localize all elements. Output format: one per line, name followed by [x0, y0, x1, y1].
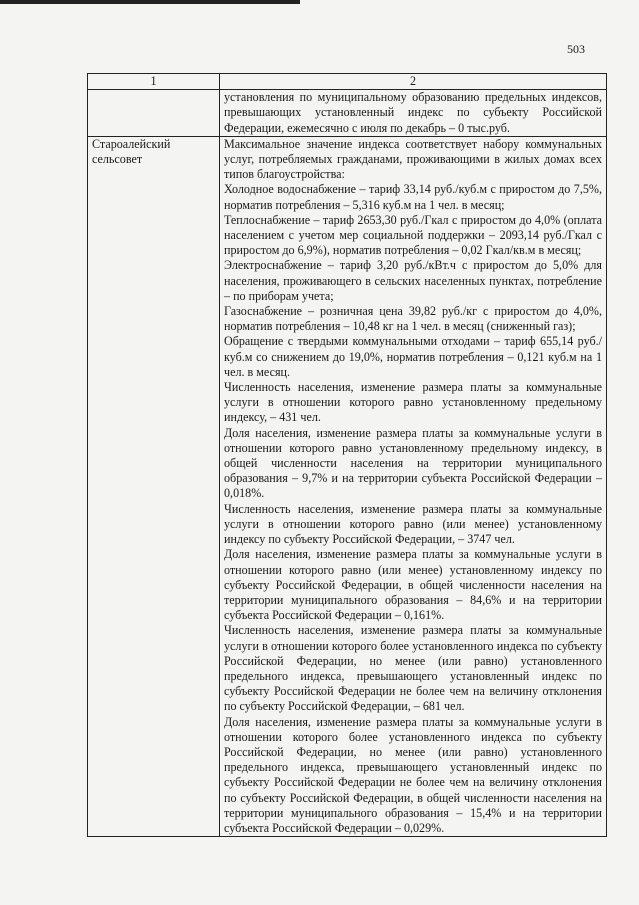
- table-header-row: [88, 74, 607, 90]
- paragraph-share-less: Доля населения, изменение размера платы за коммунальные услуги в отношении которого равно (или менее) установленному индексу по субъекту Российской Федерации, в общей численности населения на территории муниципального образования – 84,6% и на территории субъекта Российской Федерации – 0,161%.: [224, 547, 602, 623]
- paragraph-population-more: Численность населения, изменение размера платы за коммунальные услуги в отношении которого более установленного индекса по субъекту Российской Федерации, но менее (или равно) установленного предельного индекса, превышающего установленный индекс по субъекту Российской Федерации не более чем на величину отклонения по субъекту Российской Федерации, – 681 чел.: [224, 623, 602, 714]
- paragraph-population-equal: Численность населения, изменение размера платы за коммунальные услуги в отношении которого равно установленному предельному индексу, – 431 чел.: [224, 380, 602, 425]
- page-number: 503: [567, 42, 585, 56]
- paragraph-cold-water: Холодное водоснабжение – тариф 33,14 руб./куб.м с приростом до 7,5%, норматив потребления – 5,316 куб.м на 1 чел. в месяц;: [224, 182, 602, 212]
- row-content: [220, 90, 607, 137]
- row-label-municipality: Староалейский сельсовет: [88, 136, 220, 836]
- paragraph-share-equal: Доля населения, изменение размера платы за коммунальные услуги в отношении которого равно установленному предельному индексу, в общей численности населения на территории муниципального образования – 9,7% и на территории субъекта Российской Федерации – 0,018%.: [224, 425, 602, 501]
- paragraph-gas: Газоснабжение – розничная цена 39,82 руб./кг с приростом до 4,0%, норматив потребления – 10,48 кг на 1 чел. в месяц (сниженный газ);: [224, 304, 602, 334]
- table-row: [88, 136, 607, 836]
- paragraph-heating: Теплоснабжение – тариф 2653,30 руб./Гкал с приростом до 4,0% (оплата населением с учетом мер социальной поддержки – 2093,14 руб./Гкал с приростом до 6,9%), норматив потребления – 0,02 Гкал/кв.м в месяц;: [224, 212, 602, 258]
- paragraph-waste: Обращение с твердыми коммунальными отходами – тариф 655,14 руб./куб.м со снижением до 19,0%, норматив потребления – 0,121 куб.м на 1 чел. в месяц.: [224, 334, 602, 379]
- document-table: [87, 73, 607, 837]
- paragraph: установления по муниципальному образованию предельных индексов, превышающих установленный индекс по субъекту Российской Федерации, ежемесячно с июля по декабрь – 0 тыс.руб.: [224, 90, 602, 135]
- row-label: [88, 90, 220, 137]
- column-header-1: 1: [88, 74, 220, 90]
- paragraph-electricity: Электроснабжение – тариф 3,20 руб./кВт.ч с приростом до 5,0% для населения, проживающего в сельских населенных пунктах, потребление – по приборам учета;: [224, 258, 602, 303]
- paragraph-intro: Максимальное значение индекса соответствует набору коммунальных услуг, потребляемых гражданами, проживающими в жилых домах всех типов благоустройства:: [224, 136, 602, 182]
- scan-edge-rule: [0, 0, 300, 4]
- row-content: [220, 136, 607, 836]
- paragraph-population-less: Численность населения, изменение размера платы за коммунальные услуги в отношении которого равно (или менее) установленному индексу по субъекту Российской Федерации, – 3747 чел.: [224, 501, 602, 547]
- table-row: [88, 90, 607, 137]
- column-header-2: 2: [220, 74, 607, 90]
- paragraph-share-more: Доля населения, изменение размера платы за коммунальные услуги в отношении которого более установленного индекса по субъекту Российской Федерации, но менее (или равно) установленного предельного индекса, превышающего установленный индекс по субъекту Российской Федерации не более чем на величину отклонения по субъекту Российской Федерации, в общей численности населения на территории муниципального образования – 15,4% и на территории субъекта Российской Федерации – 0,029%.: [224, 714, 602, 835]
